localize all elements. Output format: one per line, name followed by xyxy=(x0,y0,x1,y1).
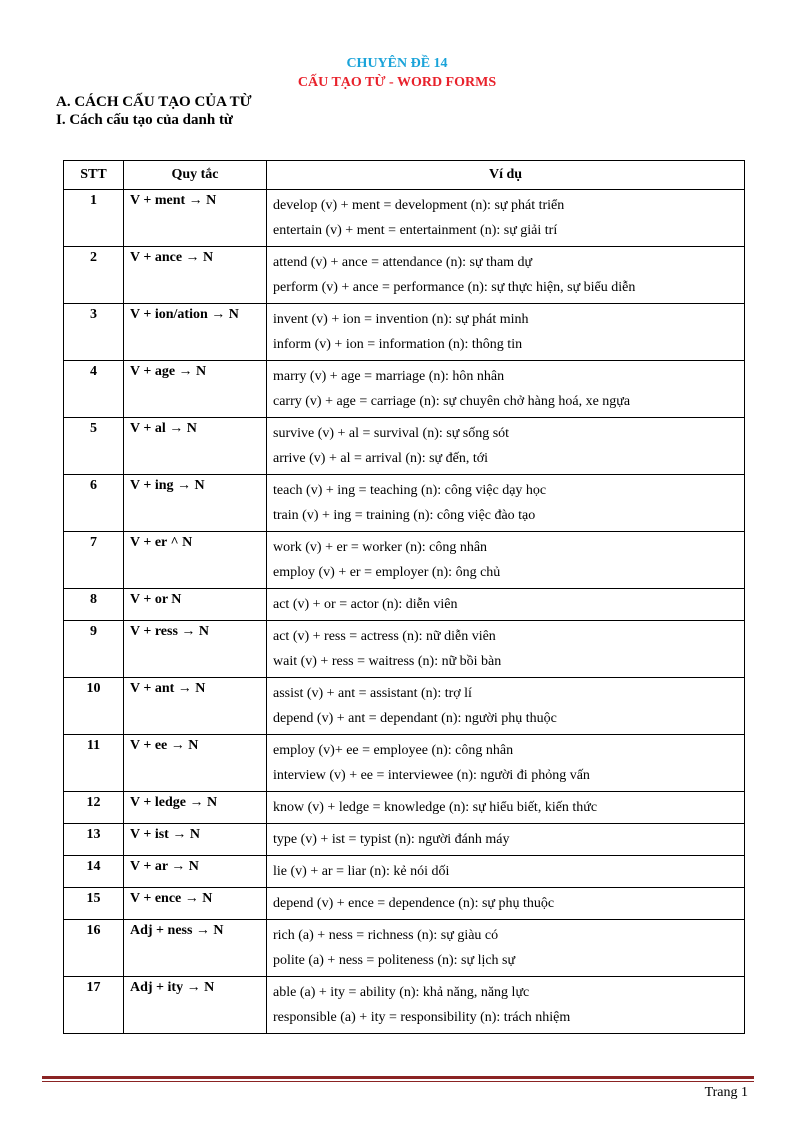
row-rule: V + ence → N xyxy=(124,888,267,920)
row-number: 4 xyxy=(64,361,124,418)
table-row xyxy=(64,532,745,589)
row-examples xyxy=(267,792,745,824)
header-stt: STT xyxy=(64,161,124,190)
header-rule: Quy tắc xyxy=(124,161,267,190)
row-number: 13 xyxy=(64,824,124,856)
table-header-row xyxy=(64,161,745,190)
example-line: employ (v) + er = employer (n): ông chủ xyxy=(273,565,501,580)
row-rule: V + ant → N xyxy=(124,678,267,735)
row-rule: Adj + ness → N xyxy=(124,920,267,977)
row-examples xyxy=(267,532,745,589)
row-rule: V + ion/ation → N xyxy=(124,304,267,361)
example-line: depend (v) + ence = dependence (n): sự phụ thuộc xyxy=(273,896,555,911)
row-examples xyxy=(267,304,745,361)
row-rule: V + ee → N xyxy=(124,735,267,792)
row-examples xyxy=(267,824,745,856)
example-line: survive (v) + al = survival (n): sự sống sót xyxy=(273,426,510,441)
section-a-heading: A. CÁCH CẤU TẠO CỦA TỪ xyxy=(56,94,252,110)
table-row xyxy=(64,856,745,888)
row-examples xyxy=(267,977,745,1034)
example-line: inform (v) + ion = information (n): thông tin xyxy=(273,337,523,352)
row-examples xyxy=(267,589,745,621)
example-line: train (v) + ing = training (n): công việc đào tạo xyxy=(273,508,536,523)
row-number: 14 xyxy=(64,856,124,888)
page-number: Trang 1 xyxy=(704,1085,748,1100)
row-examples xyxy=(267,418,745,475)
table-row xyxy=(64,418,745,475)
topic-heading: CHUYÊN ĐỀ 14 xyxy=(346,56,448,71)
table-row xyxy=(64,824,745,856)
table-row xyxy=(64,361,745,418)
example-line: develop (v) + ment = development (n): sự phát triển xyxy=(273,198,565,213)
row-rule: V + ledge → N xyxy=(124,792,267,824)
example-line: marry (v) + age = marriage (n): hôn nhân xyxy=(273,369,505,384)
example-line: wait (v) + ress = waitress (n): nữ bồi bàn xyxy=(273,654,502,669)
example-line: carry (v) + age = carriage (n): sự chuyên chở hàng hoá, xe ngựa xyxy=(273,394,631,409)
row-number: 9 xyxy=(64,621,124,678)
table-row xyxy=(64,621,745,678)
row-examples xyxy=(267,621,745,678)
table-row xyxy=(64,304,745,361)
row-examples xyxy=(267,361,745,418)
row-rule: V + ment → N xyxy=(124,190,267,247)
table-row xyxy=(64,735,745,792)
row-examples xyxy=(267,888,745,920)
row-examples xyxy=(267,735,745,792)
row-rule: V + er ^ N xyxy=(124,532,267,589)
row-rule: Adj + ity → N xyxy=(124,977,267,1034)
example-line: work (v) + er = worker (n): công nhân xyxy=(273,540,488,555)
example-line: teach (v) + ing = teaching (n): công việc dạy học xyxy=(273,483,547,498)
example-line: invent (v) + ion = invention (n): sự phát minh xyxy=(273,312,529,327)
table-row xyxy=(64,190,745,247)
example-line: able (a) + ity = ability (n): khả năng, năng lực xyxy=(273,985,530,1000)
row-number: 2 xyxy=(64,247,124,304)
word-forms-table xyxy=(63,160,745,1034)
row-rule: V + ing → N xyxy=(124,475,267,532)
example-line: perform (v) + ance = performance (n): sự thực hiện, sự biểu diễn xyxy=(273,280,636,295)
row-number: 11 xyxy=(64,735,124,792)
row-number: 6 xyxy=(64,475,124,532)
table-body xyxy=(64,190,745,1034)
row-number: 17 xyxy=(64,977,124,1034)
example-line: responsible (a) + ity = responsibility (n): trách nhiệm xyxy=(273,1010,571,1025)
row-rule: V + or N xyxy=(124,589,267,621)
table-row xyxy=(64,792,745,824)
header-example: Ví dụ xyxy=(267,161,745,190)
table-row xyxy=(64,589,745,621)
row-examples xyxy=(267,190,745,247)
table-row xyxy=(64,475,745,532)
example-line: entertain (v) + ment = entertainment (n): sự giải trí xyxy=(273,223,558,238)
row-number: 1 xyxy=(64,190,124,247)
row-number: 5 xyxy=(64,418,124,475)
example-line: interview (v) + ee = interviewee (n): người đi phỏng vấn xyxy=(273,768,590,783)
row-rule: V + ist → N xyxy=(124,824,267,856)
example-line: polite (a) + ness = politeness (n): sự lịch sự xyxy=(273,953,516,968)
row-rule: V + ance → N xyxy=(124,247,267,304)
table-row xyxy=(64,888,745,920)
row-examples xyxy=(267,247,745,304)
row-examples xyxy=(267,856,745,888)
row-number: 10 xyxy=(64,678,124,735)
example-line: depend (v) + ant = dependant (n): người phụ thuộc xyxy=(273,711,557,726)
row-examples xyxy=(267,920,745,977)
row-number: 8 xyxy=(64,589,124,621)
row-number: 7 xyxy=(64,532,124,589)
row-rule: V + ress → N xyxy=(124,621,267,678)
row-rule: V + al → N xyxy=(124,418,267,475)
table-row xyxy=(64,977,745,1034)
table-row xyxy=(64,920,745,977)
example-line: attend (v) + ance = attendance (n): sự tham dự xyxy=(273,255,533,270)
example-line: act (v) + ress = actress (n): nữ diễn viên xyxy=(273,629,496,644)
example-line: type (v) + ist = typist (n): người đánh máy xyxy=(273,832,510,847)
row-rule: V + ar → N xyxy=(124,856,267,888)
example-line: know (v) + ledge = knowledge (n): sự hiểu biết, kiến thức xyxy=(273,800,598,815)
row-number: 16 xyxy=(64,920,124,977)
example-line: assist (v) + ant = assistant (n): trợ lí xyxy=(273,686,472,701)
row-examples xyxy=(267,678,745,735)
example-line: rich (a) + ness = richness (n): sự giàu có xyxy=(273,928,499,943)
table-row xyxy=(64,678,745,735)
example-line: employ (v)+ ee = employee (n): công nhân xyxy=(273,743,514,758)
section-1-heading: I. Cách cấu tạo của danh từ xyxy=(56,112,233,128)
row-number: 3 xyxy=(64,304,124,361)
example-line: act (v) + or = actor (n): diễn viên xyxy=(273,597,458,612)
table-row xyxy=(64,247,745,304)
footer-rule-thick xyxy=(42,1076,754,1079)
example-line: lie (v) + ar = liar (n): kẻ nói dối xyxy=(273,864,450,879)
document-title: CẤU TẠO TỪ - WORD FORMS xyxy=(297,75,497,90)
row-number: 15 xyxy=(64,888,124,920)
row-number: 12 xyxy=(64,792,124,824)
footer-rule-thin xyxy=(42,1081,754,1082)
row-rule: V + age → N xyxy=(124,361,267,418)
example-line: arrive (v) + al = arrival (n): sự đến, tới xyxy=(273,451,489,466)
row-examples xyxy=(267,475,745,532)
